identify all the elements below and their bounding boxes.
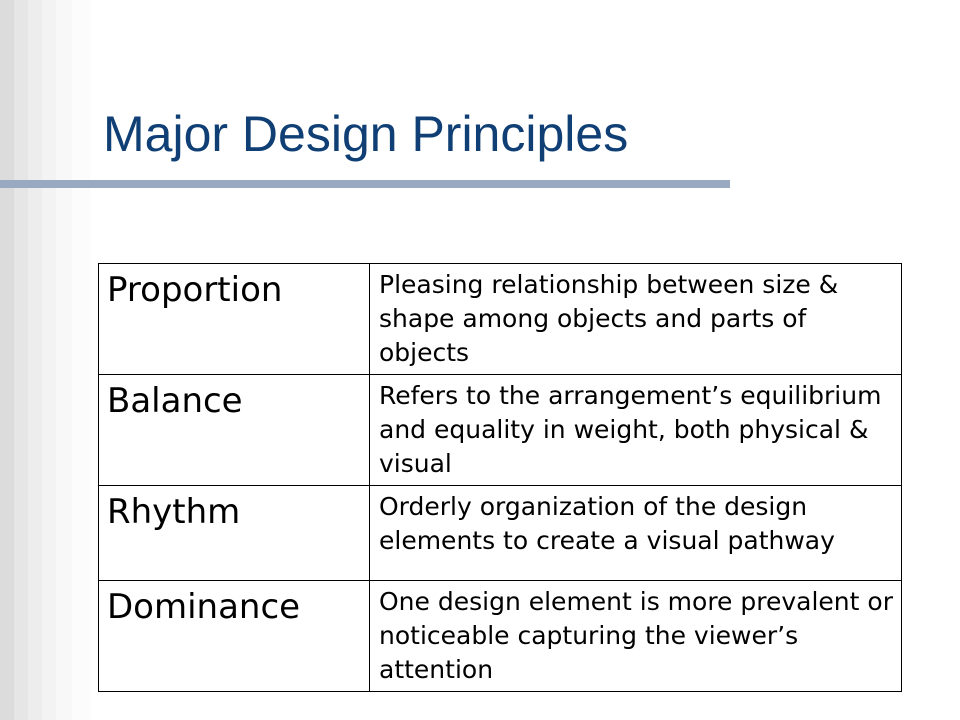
principle-term: Balance <box>99 375 370 486</box>
principle-definition: Refers to the arrangement’s equilibrium and equality in weight, both physical & visual <box>370 375 902 486</box>
principle-definition: Orderly organization of the design elements to create a visual pathway <box>370 486 902 581</box>
table-row <box>99 375 902 486</box>
principle-term: Dominance <box>99 581 370 692</box>
principle-term: Rhythm <box>99 486 370 581</box>
decorative-stripes <box>0 0 90 720</box>
principles-table <box>98 263 902 692</box>
table-row <box>99 581 902 692</box>
principle-term: Proportion <box>99 264 370 375</box>
principle-definition: One design element is more prevalent or noticeable capturing the viewer’s attention <box>370 581 902 692</box>
principle-definition: Pleasing relationship between size & shape among objects and parts of objects <box>370 264 902 375</box>
title-underline-bar <box>0 180 730 188</box>
table-row <box>99 264 902 375</box>
table-row <box>99 486 902 581</box>
slide-title: Major Design Principles <box>103 106 629 162</box>
